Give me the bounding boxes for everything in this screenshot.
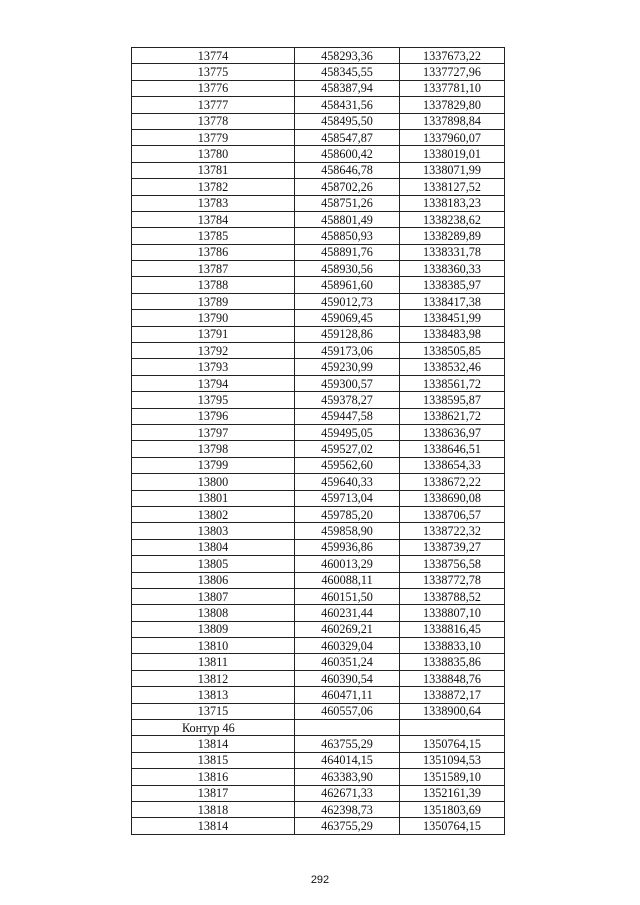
point-number-cell: 13806	[132, 572, 295, 588]
table-row	[132, 261, 505, 277]
y-coordinate-cell: 1338772,78	[400, 572, 505, 588]
y-coordinate-cell: 1338331,78	[400, 244, 505, 260]
table-row	[132, 80, 505, 96]
table-row	[132, 572, 505, 588]
point-number-cell: 13794	[132, 375, 295, 391]
point-number-cell: 13777	[132, 97, 295, 113]
x-coordinate-cell: 458801,49	[295, 211, 400, 227]
y-coordinate-cell: 1338636,97	[400, 424, 505, 440]
y-coordinate-cell: 1338690,08	[400, 490, 505, 506]
x-coordinate-cell: 462398,73	[295, 801, 400, 817]
x-coordinate-cell: 458387,94	[295, 80, 400, 96]
x-coordinate-cell: 458431,56	[295, 97, 400, 113]
table-row	[132, 621, 505, 637]
x-coordinate-cell: 463383,90	[295, 769, 400, 785]
y-coordinate-cell: 1338900,64	[400, 703, 505, 719]
point-number-cell: 13785	[132, 228, 295, 244]
table-row	[132, 408, 505, 424]
point-number-cell: 13796	[132, 408, 295, 424]
y-coordinate-cell: 1338071,99	[400, 162, 505, 178]
table-row	[132, 769, 505, 785]
table-row	[132, 146, 505, 162]
x-coordinate-cell: 458547,87	[295, 129, 400, 145]
point-number-cell: 13792	[132, 343, 295, 359]
table-row	[132, 293, 505, 309]
y-coordinate-cell: 1338019,01	[400, 146, 505, 162]
y-coordinate-cell: 1338654,33	[400, 457, 505, 473]
table-row	[132, 343, 505, 359]
point-number-cell: 13805	[132, 556, 295, 572]
point-number-cell: 13793	[132, 359, 295, 375]
table-row	[132, 539, 505, 555]
coordinates-table-body	[132, 48, 505, 835]
x-coordinate-cell: 459069,45	[295, 310, 400, 326]
point-number-cell: 13813	[132, 687, 295, 703]
x-coordinate-cell: 460231,44	[295, 605, 400, 621]
point-number-cell: 13818	[132, 801, 295, 817]
y-coordinate-cell: 1338385,97	[400, 277, 505, 293]
x-coordinate-cell: 459640,33	[295, 474, 400, 490]
x-coordinate-cell: 460013,29	[295, 556, 400, 572]
x-coordinate-cell: 458495,50	[295, 113, 400, 129]
table-row	[132, 638, 505, 654]
table-row	[132, 228, 505, 244]
point-number-cell: 13807	[132, 588, 295, 604]
x-coordinate-cell: 460557,06	[295, 703, 400, 719]
point-number-cell: 13715	[132, 703, 295, 719]
y-coordinate-cell: 1338807,10	[400, 605, 505, 621]
y-coordinate-cell: 1338483,98	[400, 326, 505, 342]
x-coordinate-cell: 460471,11	[295, 687, 400, 703]
x-coordinate-cell: 464014,15	[295, 752, 400, 768]
point-number-cell: 13797	[132, 424, 295, 440]
table-row	[132, 654, 505, 670]
y-coordinate-cell: 1351094,53	[400, 752, 505, 768]
point-number-cell: 13802	[132, 506, 295, 522]
table-row	[132, 588, 505, 604]
y-coordinate-cell: 1351803,69	[400, 801, 505, 817]
point-number-cell: 13814	[132, 818, 295, 834]
point-number-cell: 13791	[132, 326, 295, 342]
coordinates-table	[131, 47, 505, 835]
point-number-cell: 13801	[132, 490, 295, 506]
y-coordinate-cell: 1338451,99	[400, 310, 505, 326]
table-row	[132, 687, 505, 703]
y-coordinate-cell: 1338872,17	[400, 687, 505, 703]
table-row	[132, 556, 505, 572]
x-coordinate-cell: 459713,04	[295, 490, 400, 506]
y-coordinate-cell: 1338417,38	[400, 293, 505, 309]
table-row	[132, 506, 505, 522]
point-number-cell: 13811	[132, 654, 295, 670]
x-coordinate-cell: 459378,27	[295, 392, 400, 408]
point-number-cell: 13814	[132, 736, 295, 752]
point-number-cell: 13784	[132, 211, 295, 227]
y-coordinate-cell: 1350764,15	[400, 736, 505, 752]
x-coordinate-cell	[295, 720, 400, 736]
y-coordinate-cell: 1338505,85	[400, 343, 505, 359]
table-row	[132, 523, 505, 539]
y-coordinate-cell: 1337829,80	[400, 97, 505, 113]
point-number-cell: 13809	[132, 621, 295, 637]
table-row	[132, 490, 505, 506]
point-number-cell: 13803	[132, 523, 295, 539]
point-number-cell: 13800	[132, 474, 295, 490]
point-number-cell: 13790	[132, 310, 295, 326]
point-number-cell: 13780	[132, 146, 295, 162]
table-row	[132, 818, 505, 834]
point-number-cell: 13774	[132, 48, 295, 64]
point-number-cell: 13788	[132, 277, 295, 293]
point-number-cell: 13817	[132, 785, 295, 801]
point-number-cell: 13786	[132, 244, 295, 260]
page-number: 292	[310, 874, 330, 886]
y-coordinate-cell: 1338788,52	[400, 588, 505, 604]
x-coordinate-cell: 463755,29	[295, 736, 400, 752]
x-coordinate-cell: 458930,56	[295, 261, 400, 277]
y-coordinate-cell: 1338756,58	[400, 556, 505, 572]
y-coordinate-cell: 1337673,22	[400, 48, 505, 64]
y-coordinate-cell: 1338561,72	[400, 375, 505, 391]
x-coordinate-cell: 460390,54	[295, 670, 400, 686]
point-number-cell: 13775	[132, 64, 295, 80]
table-row	[132, 48, 505, 64]
table-row	[132, 179, 505, 195]
table-row	[132, 310, 505, 326]
x-coordinate-cell: 459858,90	[295, 523, 400, 539]
y-coordinate-cell: 1338706,57	[400, 506, 505, 522]
table-row	[132, 113, 505, 129]
x-coordinate-cell: 460088,11	[295, 572, 400, 588]
point-number-cell: 13812	[132, 670, 295, 686]
x-coordinate-cell: 458646,78	[295, 162, 400, 178]
point-number-cell: 13787	[132, 261, 295, 277]
x-coordinate-cell: 460151,50	[295, 588, 400, 604]
y-coordinate-cell: 1338816,45	[400, 621, 505, 637]
x-coordinate-cell: 458702,26	[295, 179, 400, 195]
table-row	[132, 785, 505, 801]
point-number-cell: 13804	[132, 539, 295, 555]
point-number-cell: 13789	[132, 293, 295, 309]
table-row	[132, 211, 505, 227]
x-coordinate-cell: 459012,73	[295, 293, 400, 309]
point-number-cell: 13808	[132, 605, 295, 621]
y-coordinate-cell: 1337960,07	[400, 129, 505, 145]
table-row	[132, 162, 505, 178]
table-row	[132, 752, 505, 768]
table-row	[132, 375, 505, 391]
x-coordinate-cell: 459785,20	[295, 506, 400, 522]
x-coordinate-cell: 460269,21	[295, 621, 400, 637]
y-coordinate-cell: 1338646,51	[400, 441, 505, 457]
y-coordinate-cell: 1338835,86	[400, 654, 505, 670]
x-coordinate-cell: 459173,06	[295, 343, 400, 359]
y-coordinate-cell: 1337781,10	[400, 80, 505, 96]
point-number-cell: 13816	[132, 769, 295, 785]
x-coordinate-cell: 458345,55	[295, 64, 400, 80]
y-coordinate-cell: 1338289,89	[400, 228, 505, 244]
y-coordinate-cell	[400, 720, 505, 736]
y-coordinate-cell: 1338532,46	[400, 359, 505, 375]
x-coordinate-cell: 458891,76	[295, 244, 400, 260]
y-coordinate-cell: 1338127,52	[400, 179, 505, 195]
table-row	[132, 736, 505, 752]
x-coordinate-cell: 459527,02	[295, 441, 400, 457]
table-row	[132, 64, 505, 80]
table-row	[132, 670, 505, 686]
point-number-cell: 13783	[132, 195, 295, 211]
y-coordinate-cell: 1338595,87	[400, 392, 505, 408]
point-number-cell: 13778	[132, 113, 295, 129]
table-row	[132, 326, 505, 342]
x-coordinate-cell: 459230,99	[295, 359, 400, 375]
point-number-cell: 13779	[132, 129, 295, 145]
x-coordinate-cell: 459495,05	[295, 424, 400, 440]
y-coordinate-cell: 1337727,96	[400, 64, 505, 80]
point-number-cell: 13810	[132, 638, 295, 654]
table-row	[132, 359, 505, 375]
point-number-cell: 13798	[132, 441, 295, 457]
y-coordinate-cell: 1338833,10	[400, 638, 505, 654]
x-coordinate-cell: 459447,58	[295, 408, 400, 424]
table-row	[132, 277, 505, 293]
x-coordinate-cell: 458600,42	[295, 146, 400, 162]
point-number-cell: 13776	[132, 80, 295, 96]
point-number-cell: 13795	[132, 392, 295, 408]
table-row	[132, 441, 505, 457]
y-coordinate-cell: 1338672,22	[400, 474, 505, 490]
y-coordinate-cell: 1337898,84	[400, 113, 505, 129]
y-coordinate-cell: 1338848,76	[400, 670, 505, 686]
table-row	[132, 244, 505, 260]
y-coordinate-cell: 1338183,23	[400, 195, 505, 211]
x-coordinate-cell: 459128,86	[295, 326, 400, 342]
y-coordinate-cell: 1350764,15	[400, 818, 505, 834]
y-coordinate-cell: 1351589,10	[400, 769, 505, 785]
table-row	[132, 703, 505, 719]
table-row	[132, 605, 505, 621]
table-row	[132, 195, 505, 211]
point-number-cell: 13815	[132, 752, 295, 768]
x-coordinate-cell: 462671,33	[295, 785, 400, 801]
point-number-cell: 13781	[132, 162, 295, 178]
y-coordinate-cell: 1338621,72	[400, 408, 505, 424]
y-coordinate-cell: 1338360,33	[400, 261, 505, 277]
table-row	[132, 424, 505, 440]
table-row	[132, 97, 505, 113]
x-coordinate-cell: 458751,26	[295, 195, 400, 211]
y-coordinate-cell: 1338722,32	[400, 523, 505, 539]
section-header-row	[132, 720, 505, 736]
x-coordinate-cell: 458850,93	[295, 228, 400, 244]
point-number-cell: 13782	[132, 179, 295, 195]
y-coordinate-cell: 1338238,62	[400, 211, 505, 227]
table-row	[132, 474, 505, 490]
x-coordinate-cell: 458293,36	[295, 48, 400, 64]
y-coordinate-cell: 1352161,39	[400, 785, 505, 801]
table-row	[132, 457, 505, 473]
section-cell: Контур 46	[132, 720, 295, 736]
x-coordinate-cell: 460351,24	[295, 654, 400, 670]
x-coordinate-cell: 459300,57	[295, 375, 400, 391]
x-coordinate-cell: 463755,29	[295, 818, 400, 834]
table-row	[132, 392, 505, 408]
point-number-cell: 13799	[132, 457, 295, 473]
table-row	[132, 801, 505, 817]
x-coordinate-cell: 459562,60	[295, 457, 400, 473]
x-coordinate-cell: 458961,60	[295, 277, 400, 293]
y-coordinate-cell: 1338739,27	[400, 539, 505, 555]
table-row	[132, 129, 505, 145]
x-coordinate-cell: 460329,04	[295, 638, 400, 654]
x-coordinate-cell: 459936,86	[295, 539, 400, 555]
